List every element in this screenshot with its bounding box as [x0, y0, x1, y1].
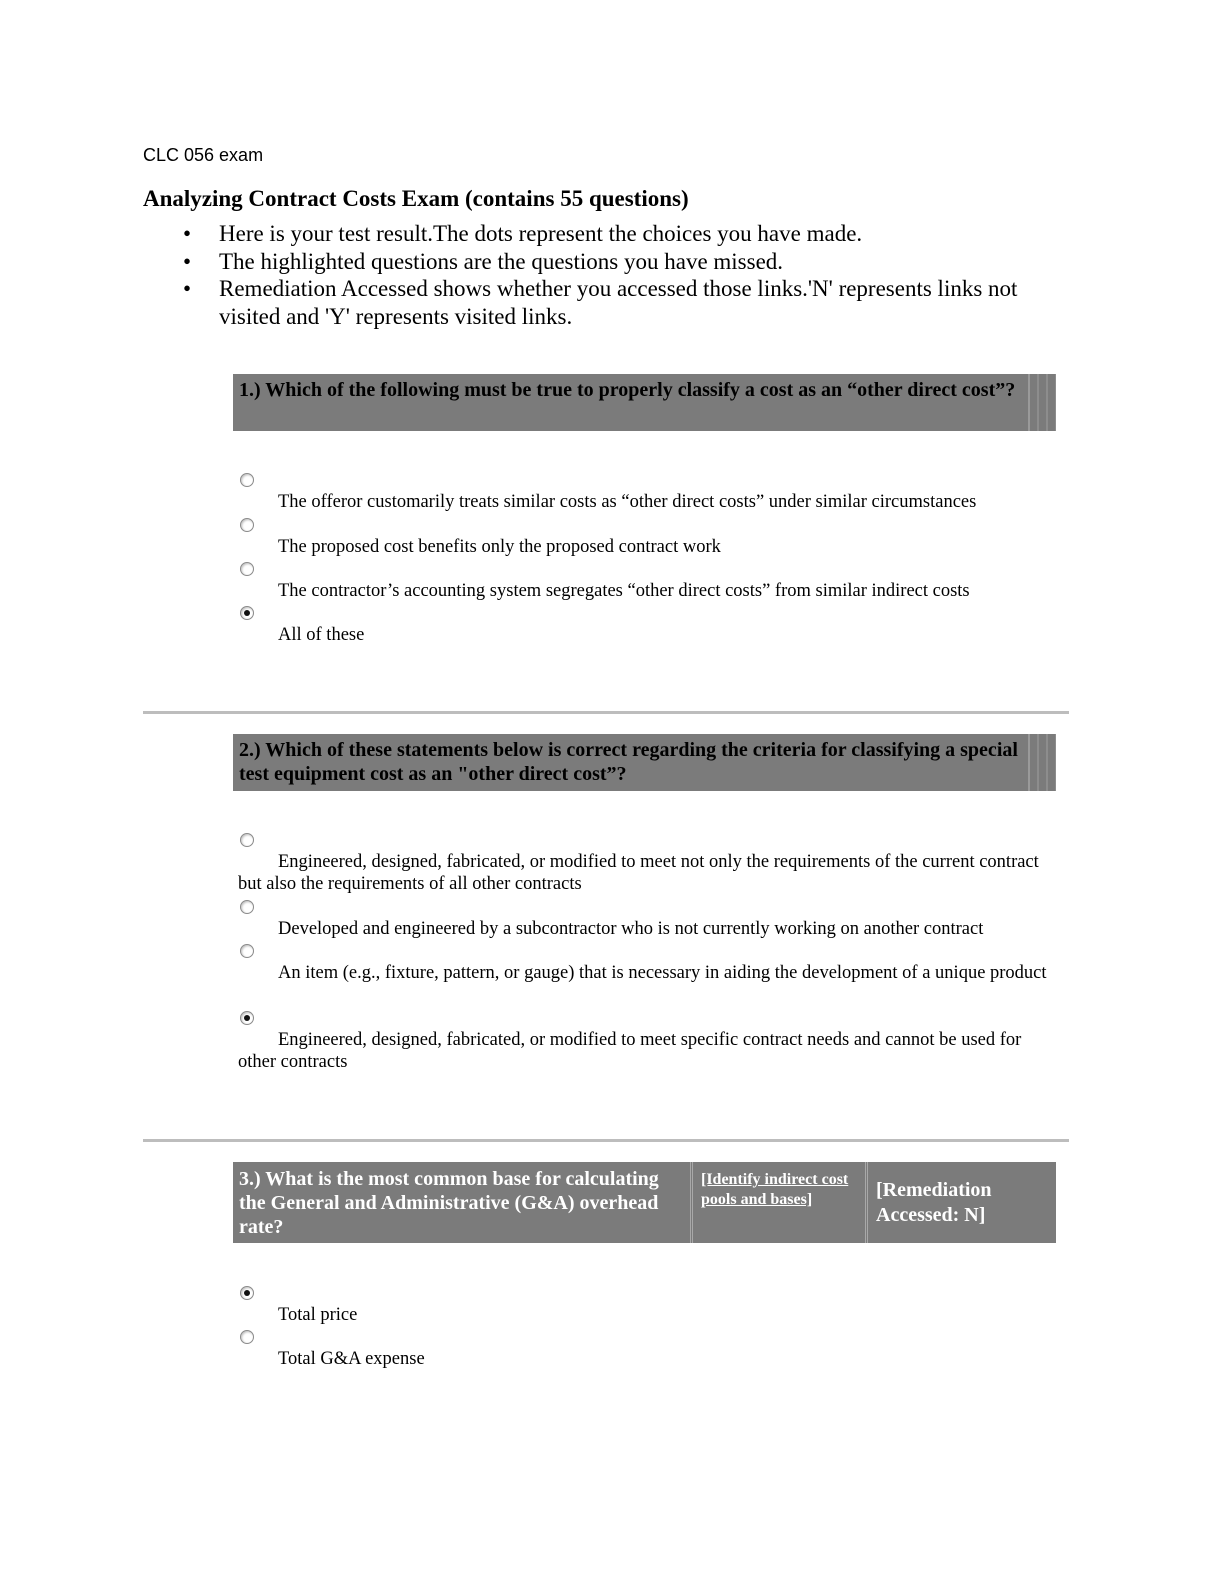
radio-button[interactable]: [240, 944, 254, 958]
question-divider: [143, 711, 1069, 714]
radio-button[interactable]: [240, 473, 254, 487]
instructions-list: [183, 220, 1063, 330]
question-divider: [143, 1139, 1069, 1142]
remediation-link-cell: [690, 1162, 865, 1243]
radio-button-selected[interactable]: [240, 1011, 254, 1025]
bullet-icon: •: [183, 276, 192, 301]
document-label: CLC 056 exam: [143, 145, 264, 165]
bullet-icon: •: [183, 221, 192, 246]
header-edge: [1028, 734, 1056, 791]
question-2-option-4[interactable]: Engineered, designed, fabricated, or modified to meet specific contract needs and cannot be used for other contracts: [238, 1029, 1053, 1073]
question-3-text: 3.) What is the most common base for calculating the General and Administrative (G&A) overhead rate?: [239, 1168, 659, 1238]
question-3-option-1[interactable]: Total price: [238, 1304, 1053, 1326]
radio-button[interactable]: [240, 562, 254, 576]
question-1-option-3[interactable]: The contractor’s accounting system segregates “other direct costs” from similar indirect costs: [238, 580, 1053, 602]
bullet-icon: •: [183, 248, 192, 274]
question-3-header: [233, 1162, 1056, 1243]
question-2-option-2[interactable]: Developed and engineered by a subcontractor who is not currently working on another contract: [238, 918, 1053, 940]
question-2-option-1[interactable]: Engineered, designed, fabricated, or modified to meet not only the requirements of the current contract but also the requirements of all other contracts: [238, 851, 1053, 895]
question-2-header: [233, 734, 1056, 791]
remediation-link[interactable]: [Identify indirect cost pools and bases]: [701, 1171, 849, 1208]
question-1-option-4[interactable]: All of these: [238, 624, 1053, 646]
instruction-item: • Remediation Accessed shows whether you accessed those links.'N' represents links not visited and 'Y' represents visited links.: [183, 276, 1018, 329]
instruction-item: • The highlighted questions are the questions you have missed.: [183, 248, 784, 274]
question-2-option-3[interactable]: An item (e.g., fixture, pattern, or gauge) that is necessary in aiding the development of a unique product: [238, 962, 1053, 984]
instruction-item: • Here is your test result.The dots represent the choices you have made.: [183, 221, 863, 246]
radio-button[interactable]: [240, 900, 254, 914]
question-1-option-2[interactable]: The proposed cost benefits only the proposed contract work: [238, 536, 1053, 558]
question-1-header: [233, 374, 1056, 431]
radio-button-selected[interactable]: [240, 606, 254, 620]
radio-button[interactable]: [240, 833, 254, 847]
question-1-text: 1.) Which of the following must be true to properly classify a cost as an “other direct cost”?: [239, 379, 1016, 401]
radio-button[interactable]: [240, 518, 254, 532]
radio-button[interactable]: [240, 1330, 254, 1344]
remediation-status: [Remediation Accessed: N]: [865, 1162, 1056, 1243]
question-1-option-1[interactable]: The offeror customarily treats similar costs as “other direct costs” under similar circumstances: [238, 491, 1053, 513]
question-2-text: 2.) Which of these statements below is correct regarding the criteria for classifying a special test equipment cost as an "other direct cost”?: [239, 739, 1018, 785]
radio-button-selected[interactable]: [240, 1286, 254, 1300]
exam-title: Analyzing Contract Costs Exam (contains 55 questions): [143, 186, 689, 211]
header-edge: [1028, 374, 1056, 431]
question-3-option-2[interactable]: Total G&A expense: [238, 1348, 1053, 1370]
